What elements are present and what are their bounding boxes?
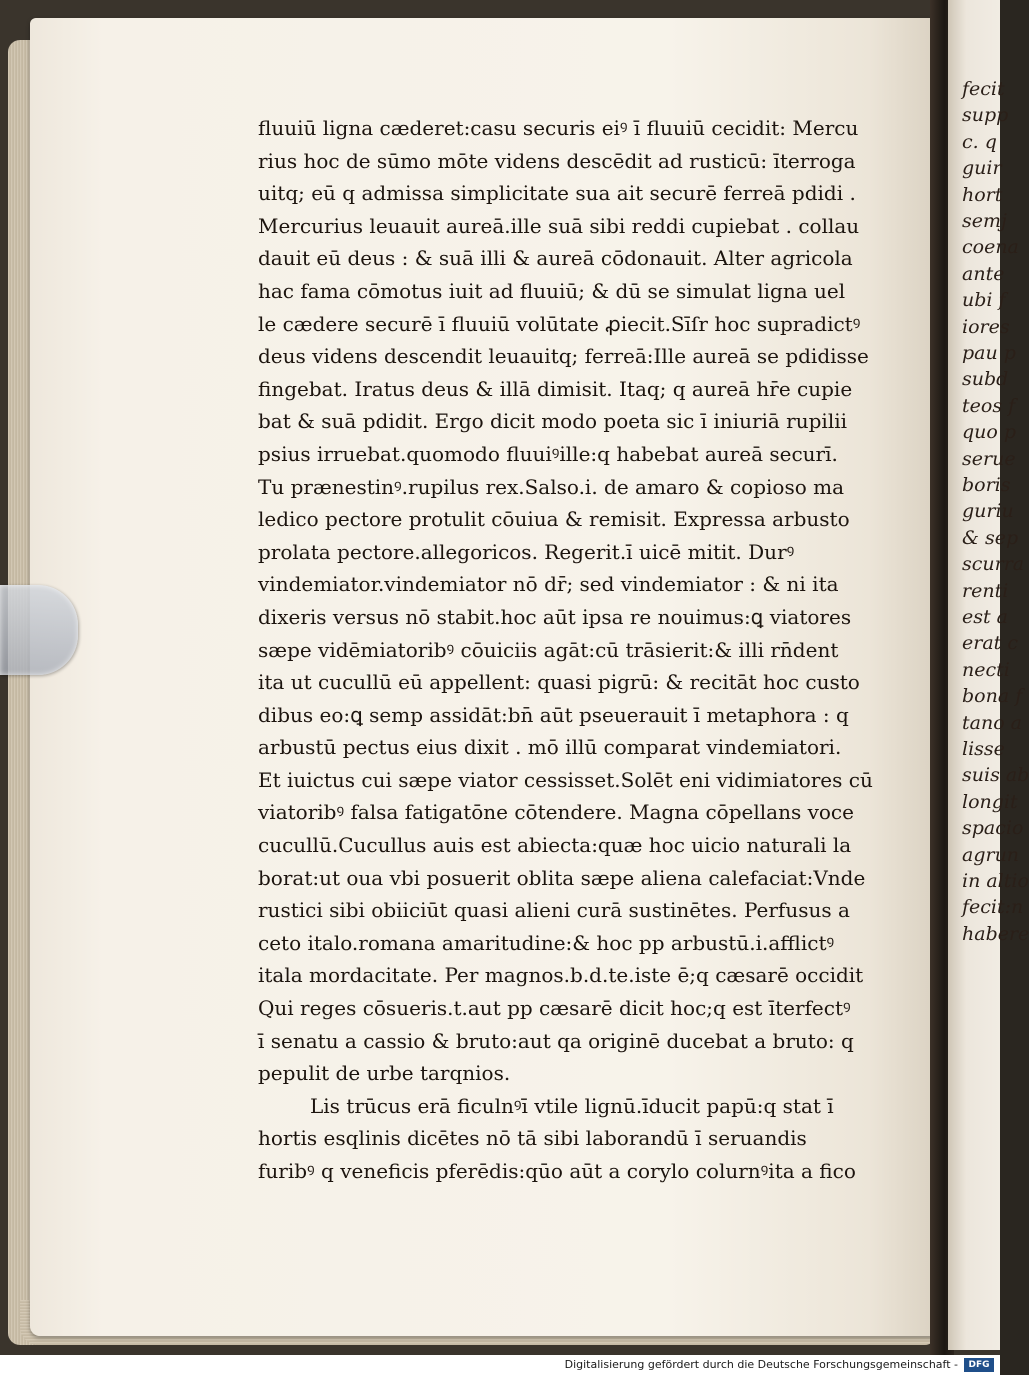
text-line: borat:ut oua vbi posuerit oblita sæpe aliena calefaciat:Vnde [258,865,866,890]
right-page-text-fragment: guir [962,157,1002,180]
right-page-text-fragment: necti [962,658,1010,681]
text-line: hac fama cōmotus iuit ad fluuiū; & dū se simulat ligna uel [258,278,846,303]
right-page-text-fragment: spacio [962,817,1024,840]
text-line: sæpe vidēmiatoribꝰ cōuiciis agāt:cū trāsierit:& illi rn̄dent [258,637,839,662]
text-line: itala mordacitate. Per magnos.b.d.te.iste ē;q cæsarē occidit [258,963,864,988]
right-page-text-fragment: tano a [962,711,1023,734]
right-page-text-fragment: ante [962,262,1005,285]
right-page-text-fragment: habere [962,922,1029,945]
text-line: ceto italo.romana amaritudine:& hoc pp arbustū.i.afflictꝰ [258,930,835,955]
right-page-text-fragment: iores [962,315,1010,338]
right-page-text-fragment: subd [962,368,1009,391]
text-line: Mercurius leuauit aureā.ille suā sibi reddi cupiebat . collau [258,213,860,238]
right-page-text-fragment: pau p [962,342,1016,364]
right-page-text-fragment: lisse [962,738,1005,760]
right-page-text-fragment: serue [962,447,1016,470]
footer-credit: Digitalisierung gefördert durch die Deutsche Forschungsgemeinschaft - [564,1358,958,1371]
right-page-text-fragment: fecit:n [962,896,1024,919]
text-line: rius hoc de sūmo mōte videns descēdit ad rusticū: īterroga [258,148,856,173]
dfg-logo-icon: DFG [964,1358,994,1372]
right-page-edge [948,0,1029,1350]
text-line: Qui reges cōsueris.t.aut pp cæsarē dicit hoc;q est īterfectꝰ [258,996,851,1021]
right-page-text-fragment: supp [962,104,1009,127]
text-line: dibus eo:ꝗ semp assidāt:bn̄ aūt pseuerauit ī metaphora : q [258,702,849,727]
text-line: ledico pectore protulit cōuiua & remisit. Expressa arbusto [258,507,850,532]
text-line: furibꝰ q veneficis pferēdis:qūo aūt a corylo colurnꝰita a fico [258,1159,856,1183]
text-line: viatoribꝰ falsa fatigatōne cōtendere. Magna cōpellans voce [258,800,854,825]
right-page-text-fragment: est a [962,606,1008,628]
right-page-text-fragment: coena [962,236,1019,259]
right-page-text-fragment: longit [962,790,1018,813]
right-page-text-fragment: agrun [962,843,1020,866]
right-page-text-fragment: c. q [962,130,997,153]
text-line: uitq; eū q admissa simplicitate sua ait securē ferreā pdidi . [258,181,856,206]
right-page-text-fragment: fecit [962,78,1005,100]
text-line: fingebat. Iratus deus & illā dimisit. Itaq; q aureā hr̄e cupie [258,376,853,401]
right-page-text-fragment: in altio [962,870,1029,892]
right-page-text-fragment: boris [962,474,1011,496]
right-page-text-fragment: renti [962,579,1009,602]
text-line: hortis esqlinis dicētes nō tā sibi laborandū ī seruandis [258,1126,807,1151]
right-page-text-fragment: & sep [962,526,1019,549]
right-page-text-fragment: semj [962,210,1007,232]
right-page-text-fragment: guriu [962,500,1014,523]
text-line: pepulit de urbe tarqnios. [258,1061,511,1086]
right-page-text-fragment: ubi f [962,289,1006,312]
right-page-text-fragment: scurra [962,553,1025,576]
right-page-text-fragment: quo p [962,421,1017,444]
text-line: prolata pectore.allegoricos. Regerit.ī uicē mitit. Durꝰ [258,539,795,564]
right-page-text-fragment: bona f [962,685,1023,708]
text-line: bat & suā pdidit. Ergo dicit modo poeta sic ī iniuriā rupilii [258,409,848,434]
text-line: ita ut cucullū eū appellent: quasi pigrū: & recitāt hoc custo [258,670,860,695]
text-line: deus videns descendit leuauitq; ferreā:Ille aureā se pdidisse [258,344,869,369]
printed-text-block [258,112,873,1188]
text-line: Lis trūcus erā ficulnꝰī vtile lignū.īducit papū:q stat ī [310,1093,834,1118]
text-line: Et iuictus cui sæpe viator cessisset.Solēt eni vidimiatores cū [258,767,873,792]
text-line: ī senatu a cassio & bruto:aut qa originē ducebat a bruto: q [258,1028,854,1053]
text-line: dauit eū deus : & suā illi & aureā cōdonauit. Alter agricola [258,246,853,271]
text-line: arbustū pectus eius dixit . mō illū comparat vindemiatori. [258,735,842,760]
text-line: fluuiū ligna cæderet:casu securis eiꝰ ī fluuiū cecidit: Mercu [258,116,859,140]
text-line: vindemiator.vindemiator nō dr̄; sed vindemiator : & ni ita [258,572,839,597]
right-page-text-fragment: erat c [962,632,1018,655]
text-line: cucullū.Cucullus auis est abiecta:quæ hoc uicio naturali la [258,833,852,858]
text-line: dixeris versus nō stabit.hoc aūt ipsa re nouimus:ꝗ viatores [258,604,852,629]
right-page-text-fragment: suis ab [962,764,1029,787]
text-line: rustici sibi obiiciūt quasi alieni curā sustinētes. Perfusus a [258,898,850,923]
page-clip [0,585,78,675]
text-line: psius irruebat.quomodo fluuiꝰille:q habebat aureā securī. [258,441,838,466]
right-page-text-fragment: hort [962,183,1003,206]
text-line: le cædere securē ī fluuiū volūtate ꝓiecit.Sīſr hoc supradictꝰ [258,311,861,336]
right-page-text-fragment: teos f [962,394,1016,417]
text-line: Tu prænestinꝰ.rupilus rex.Salso.i. de amaro & copioso ma [258,474,845,499]
